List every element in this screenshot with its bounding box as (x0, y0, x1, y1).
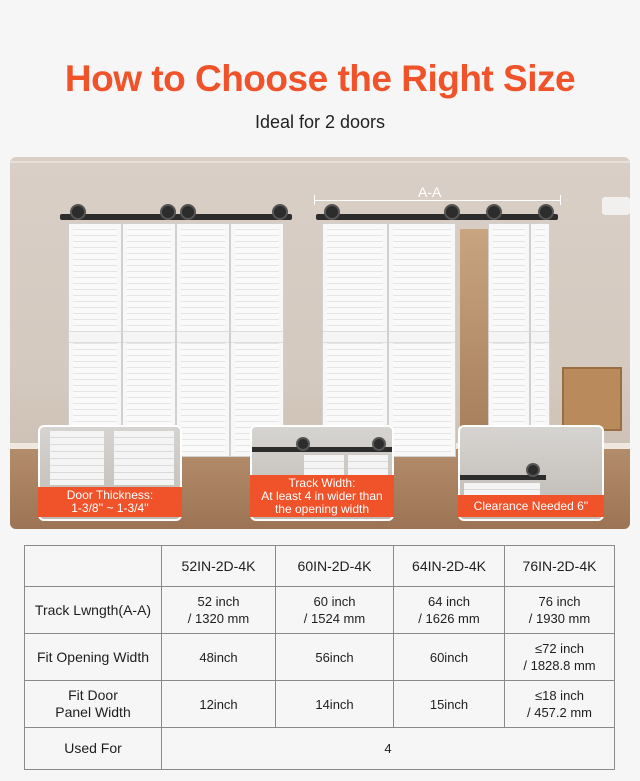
table-cell: 56inch (276, 634, 394, 681)
table-header-row (25, 546, 615, 587)
table-cell: ≤18 inch / 457.2 mm (505, 681, 615, 728)
right-door-2 (388, 223, 456, 457)
page-subtitle: Ideal for 2 doors (254, 112, 386, 132)
left-door-1 (68, 223, 122, 457)
column-header: 64IN-2D-4K (394, 546, 505, 587)
table-cell: 60inch (394, 634, 505, 681)
ceiling-line (10, 161, 630, 163)
left-door-4 (230, 223, 284, 457)
track-width-text: Track Width: At least 4 in wider than the opening width (261, 475, 383, 516)
right-hanger-1 (324, 204, 340, 220)
table-cell: 64 inch / 1626 mm (394, 587, 505, 634)
table-row (25, 587, 615, 634)
callout-door-thickness (38, 487, 182, 517)
left-hanger-4 (272, 204, 288, 220)
table-row (25, 634, 615, 681)
aa-tick-left (314, 195, 315, 205)
table-cell: 48inch (162, 634, 276, 681)
row-label: Fit Opening Width (25, 634, 162, 681)
door-thickness-text: Door Thickness: 1-3/8'' ~ 1-3/4'' (66, 488, 154, 515)
right-hanger-2 (444, 204, 460, 220)
product-photo (10, 157, 630, 529)
row-label: Fit Door Panel Width (25, 681, 162, 728)
row-label: Track Lwngth(A-A) (25, 587, 162, 634)
table-cell: 76 inch / 1930 mm (505, 587, 615, 634)
door-opening (460, 229, 488, 451)
column-header: 52IN-2D-4K (162, 546, 276, 587)
table-row (25, 681, 615, 728)
table-cell: 60 inch / 1524 mm (276, 587, 394, 634)
left-hanger-2 (160, 204, 176, 220)
left-door-3 (176, 223, 230, 457)
table-cell: 14inch (276, 681, 394, 728)
left-hanger-3 (180, 204, 196, 220)
right-door-3 (488, 223, 530, 457)
callout-track-width (250, 475, 394, 517)
size-spec-table (24, 545, 615, 770)
left-track (60, 214, 292, 220)
column-header: 60IN-2D-4K (276, 546, 394, 587)
table-cell: 12inch (162, 681, 276, 728)
aa-tick-right (560, 195, 561, 205)
page-title: How to Choose the Right Size (64, 58, 576, 99)
table-cell: 52 inch / 1320 mm (162, 587, 276, 634)
right-track (316, 214, 558, 220)
aa-dimension-label: A-A (418, 184, 442, 200)
callout-clearance (458, 495, 604, 517)
aa-dimension-line (314, 200, 560, 201)
right-hanger-3 (486, 204, 502, 220)
right-door-4 (530, 223, 550, 457)
left-door-2 (122, 223, 176, 457)
wall-ac-unit (602, 197, 630, 215)
column-header: 76IN-2D-4K (505, 546, 615, 587)
used-for-value: 4 (162, 728, 615, 770)
right-door-1 (322, 223, 388, 457)
row-label: Used For (25, 728, 162, 770)
right-hanger-4 (538, 204, 554, 220)
side-shelf (562, 367, 622, 431)
table-cell: ≤72 inch / 1828.8 mm (505, 634, 615, 681)
table-cell: 15inch (394, 681, 505, 728)
clearance-text: Clearance Needed 6'' (473, 498, 589, 513)
left-hanger-1 (70, 204, 86, 220)
table-row-used-for (25, 728, 615, 770)
header-blank-cell (25, 546, 162, 587)
